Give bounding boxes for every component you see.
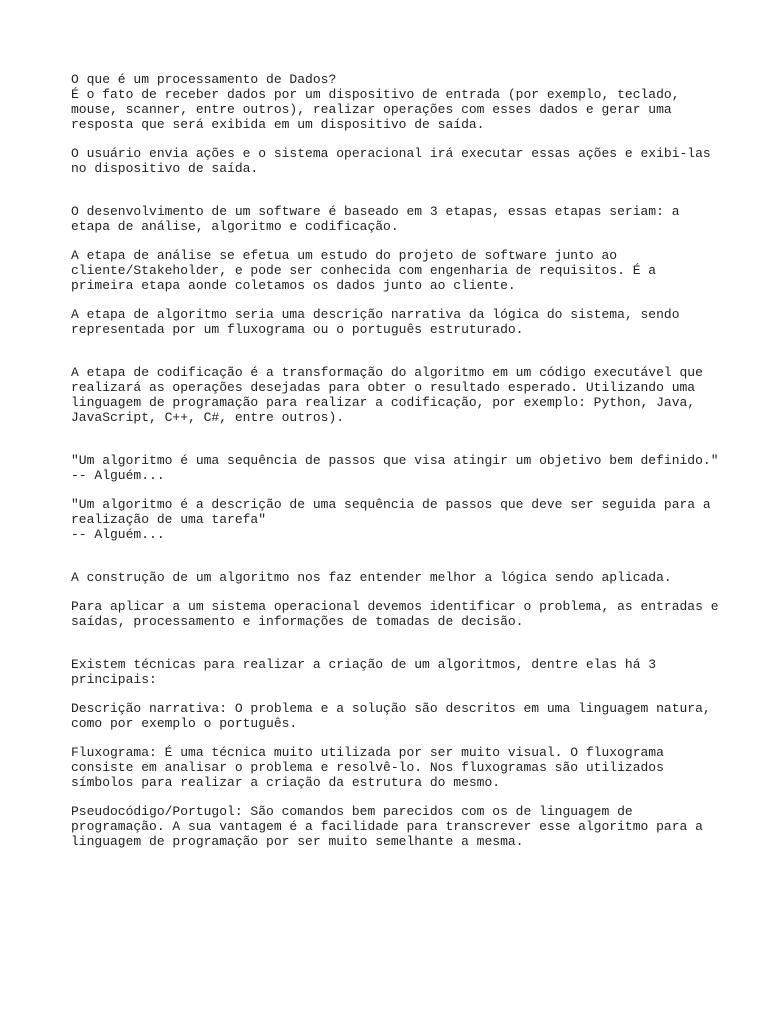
paragraph-pseudocode (71, 804, 711, 849)
text-line: Pseudocódigo/Portugol: São comandos bem parecidos com os de linguagem de (71, 804, 633, 819)
text-line: -- Alguém... (71, 527, 165, 542)
paragraph-algorithm-stage (71, 307, 711, 337)
text-line: programação. A sua vantagem é a facilidade para transcrever esse algoritmo para a (71, 819, 703, 834)
text-line: símbolos para realizar a criação da estrutura do mesmo. (71, 775, 501, 790)
quote-algorithm-2 (71, 497, 711, 542)
paragraph-apply-os (71, 599, 719, 629)
text-line: principais: (71, 672, 157, 687)
text-line: realização de uma tarefa" (71, 512, 267, 527)
text-line: resposta que será exibida em um dispositivo de saída. (71, 117, 485, 132)
paragraph-flowchart (71, 745, 711, 790)
text-line: cliente/Stakeholder, e pode ser conhecida com engenharia de requisitos. É a (71, 263, 657, 278)
text-line: A etapa de algoritmo seria uma descrição narrativa da lógica do sistema, sendo (71, 307, 680, 322)
text-line: consiste em analisar o problema e resolvê-lo. Nos fluxogramas são utilizados (71, 760, 664, 775)
text-line: "Um algoritmo é uma sequência de passos que visa atingir um objetivo bem definido." (71, 453, 719, 468)
quote-algorithm-1 (71, 453, 719, 483)
text-line: O que é um processamento de Dados? (71, 72, 337, 87)
text-line: A etapa de codificação é a transformação do algoritmo em um código executável que (71, 365, 703, 380)
text-line: etapa de análise, algoritmo e codificação. (71, 219, 399, 234)
text-line: JavaScript, C++, C#, entre outros). (71, 410, 345, 425)
text-line: saídas, processamento e informações de tomadas de decisão. (71, 614, 524, 629)
text-line: mouse, scanner, entre outros), realizar operações com esses dados e gerar uma (71, 102, 672, 117)
paragraph-software-stages (71, 204, 711, 234)
text-line: realizará as operações desejadas para obter o resultado esperado. Utilizando uma (71, 380, 696, 395)
paragraph-coding-stage (71, 365, 711, 425)
text-line: -- Alguém... (71, 468, 165, 483)
text-line: primeira etapa aonde coletamos os dados junto ao cliente. (71, 278, 516, 293)
paragraph-processing-definition (71, 72, 711, 132)
text-line: É o fato de receber dados por um dispositivo de entrada (por exemplo, teclado, (71, 87, 680, 102)
text-line: O desenvolvimento de um software é baseado em 3 etapas, essas etapas seriam: a (71, 204, 680, 219)
paragraph-algorithm-construction (71, 570, 711, 585)
text-line: Para aplicar a um sistema operacional devemos identificar o problema, as entradas e (71, 599, 719, 614)
paragraph-narrative-description (71, 701, 711, 731)
text-line: O usuário envia ações e o sistema operacional irá executar essas ações e exibi-las (71, 146, 711, 161)
text-line: linguagem de programação para realizar a codificação, por exemplo: Python, Java, (71, 395, 696, 410)
text-line: como por exemplo o português. (71, 716, 298, 731)
text-line: "Um algoritmo é a descrição de uma sequência de passos que deve ser seguida para a (71, 497, 711, 512)
text-line: Descrição narrativa: O problema e a solução são descritos em uma linguagem natura, (71, 701, 711, 716)
text-line: A etapa de análise se efetua um estudo do projeto de software junto ao (71, 248, 618, 263)
text-line: Existem técnicas para realizar a criação de um algoritmos, dentre elas há 3 (71, 657, 657, 672)
text-line: linguagem de programação por ser muito semelhante a mesma. (71, 834, 524, 849)
text-line: representada por um fluxograma ou o português estruturado. (71, 322, 524, 337)
paragraph-analysis-stage (71, 248, 711, 293)
document-body (71, 72, 719, 849)
paragraph-user-actions (71, 146, 711, 176)
text-line: A construção de um algoritmo nos faz entender melhor a lógica sendo aplicada. (71, 570, 672, 585)
paragraph-techniques (71, 657, 711, 687)
text-line: no dispositivo de saída. (71, 161, 259, 176)
text-line: Fluxograma: É uma técnica muito utilizada por ser muito visual. O fluxograma (71, 745, 664, 760)
